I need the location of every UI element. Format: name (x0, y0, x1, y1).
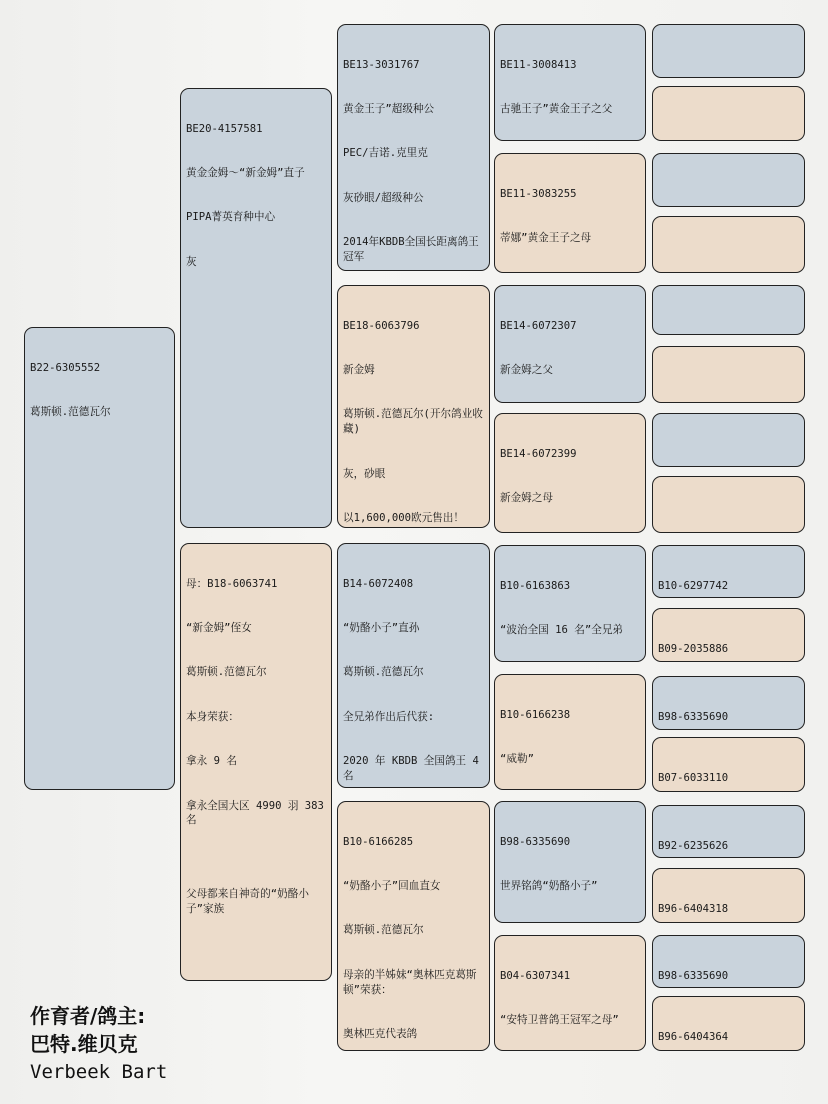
card-line: 新金姆 (343, 363, 375, 376)
card-line: “新金姆”侄女 (186, 621, 252, 634)
breeder-block (30, 1002, 167, 1086)
gen4-card[interactable] (494, 545, 646, 662)
ring-number: BE18-6063796 (343, 319, 420, 332)
card-line: “奶酪小子”直孙 (343, 621, 420, 634)
ring-number: B96-6404318 (658, 902, 729, 915)
card-line: PIPA菁英育种中心 (186, 211, 276, 224)
card-line: “安特卫普鸽王冠军之母” (500, 1013, 619, 1026)
ring-number: B10-6163863 (500, 579, 571, 592)
ring-number: B92-6235626 (658, 839, 729, 852)
card-line: 葛斯顿.范德瓦尔 (30, 405, 111, 418)
gen4-card[interactable] (494, 413, 646, 533)
card-line: 灰，砂眼 (343, 467, 386, 480)
sire-card[interactable] (180, 88, 332, 528)
gen5-card[interactable] (652, 285, 805, 335)
gen4-card[interactable] (494, 674, 646, 790)
gen5-card[interactable] (652, 996, 805, 1051)
ring-number: B96-6404364 (658, 1030, 729, 1043)
breeder-name-en: Verbeek Bart (30, 1061, 168, 1083)
gen5-card[interactable] (652, 24, 805, 78)
card-line: 黄金王子”超级种公 (343, 102, 435, 115)
ring-number: B10-6297742 (658, 579, 729, 592)
breeder-label: 作育者/鸽主: (30, 1004, 146, 1028)
gen5-card[interactable] (652, 216, 805, 273)
gen5-card[interactable] (652, 153, 805, 207)
gen5-card[interactable] (652, 935, 805, 988)
card-line: 葛斯顿.范德瓦尔 (343, 666, 424, 679)
card-line: 拿永全国大区 4990 羽 383 名 (186, 799, 331, 827)
dam-card[interactable] (180, 543, 332, 981)
card-line: “奶酪小子”回血直女 (343, 879, 441, 892)
gen3-card[interactable] (337, 543, 490, 788)
ring-number: B98-6335690 (500, 835, 571, 848)
ring-number: B04-6307341 (500, 969, 571, 982)
card-line: “威勒” (500, 752, 534, 765)
card-line: 父母都来自神奇的“奶酪小子”家族 (186, 888, 309, 916)
gen5-card[interactable] (652, 86, 805, 141)
gen4-card[interactable] (494, 285, 646, 403)
ring-number: B07-6033110 (658, 771, 729, 784)
card-line: 母亲的半姊妹“奥林匹克葛斯顿”荣获： (343, 968, 477, 996)
ring-number: B09-2035886 (658, 642, 729, 655)
gen4-card[interactable] (494, 24, 646, 141)
card-line: 古驰王子”黄金王子之父 (500, 102, 613, 115)
ring-number: B14-6072408 (343, 577, 414, 590)
gen5-card[interactable] (652, 608, 805, 662)
gen4-card[interactable] (494, 153, 646, 273)
gen5-card[interactable] (652, 805, 805, 858)
card-line: 新金姆之母 (500, 491, 553, 504)
gen3-card[interactable] (337, 24, 490, 271)
card-line: “波治全国 16 名”全兄弟 (500, 623, 624, 636)
gen3-card[interactable] (337, 801, 490, 1051)
gen5-card[interactable] (652, 545, 805, 598)
gen5-card[interactable] (652, 737, 805, 792)
card-line: 灰 (186, 255, 197, 268)
gen3-card[interactable] (337, 285, 490, 528)
ring-number: BE14-6072399 (500, 447, 577, 460)
card-line: 葛斯顿.范德瓦尔 (343, 924, 424, 937)
ring-number: B10-6166285 (343, 835, 414, 848)
card-line: 世界铭鸽“奶酪小子” (500, 879, 598, 892)
gen4-card[interactable] (494, 935, 646, 1051)
card-line: 以1,600,000欧元售出！ (343, 511, 464, 524)
card-line: 黄金金姆～“新金姆”直子 (186, 166, 305, 179)
card-line: 奥林匹克代表鸽 (343, 1027, 418, 1040)
ring-number: B10-6166238 (500, 708, 571, 721)
gen5-card[interactable] (652, 346, 805, 403)
card-line: 灰砂眼/超级种公 (343, 191, 424, 204)
card-line: 葛斯顿.范德瓦尔 (186, 666, 267, 679)
ring-number: BE20-4157581 (186, 122, 263, 135)
card-line: 葛斯顿.范德瓦尔(开尔鸽业收藏) (343, 408, 483, 436)
card-line: 拿永 9 名 (186, 755, 237, 768)
ring-number: B98-6335690 (658, 710, 729, 723)
ring-number: BE11-3083255 (500, 187, 577, 200)
card-line: 全兄弟作出后代获: (343, 710, 435, 723)
gen5-card[interactable] (652, 868, 805, 923)
ring-number: BE13-3031767 (343, 58, 420, 71)
gen5-card[interactable] (652, 476, 805, 533)
ring-number: BE11-3008413 (500, 58, 577, 71)
subject-pigeon-card[interactable] (24, 327, 175, 790)
ring-number: B22-6305552 (30, 361, 101, 374)
gen5-card[interactable] (652, 413, 805, 467)
ring-number: 母：B18-6063741 (186, 577, 278, 590)
card-line: 2014年KBDB全国长距离鸽王冠军 (343, 236, 479, 263)
card-line: PEC/吉诺.克里克 (343, 147, 428, 160)
ring-number: BE14-6072307 (500, 319, 577, 332)
card-line: 蒂娜”黄金王子之母 (500, 231, 592, 244)
card-line: 本身荣获： (186, 710, 239, 723)
card-line: 新金姆之父 (500, 363, 553, 376)
gen5-card[interactable] (652, 676, 805, 730)
breeder-name-cn: 巴特.维贝克 (30, 1032, 138, 1056)
ring-number: B98-6335690 (658, 969, 729, 982)
card-line: 2020 年 KBDB 全国鸽王 4 名 (343, 755, 486, 782)
gen4-card[interactable] (494, 801, 646, 923)
